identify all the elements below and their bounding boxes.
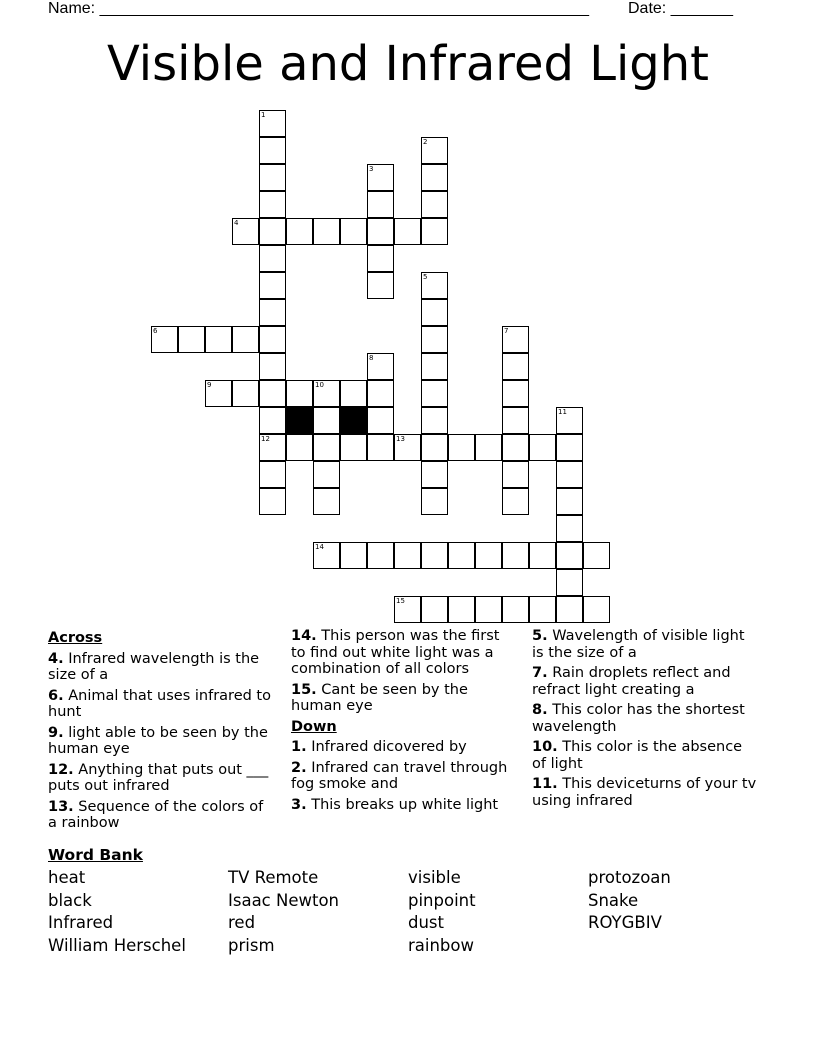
across-clue-14: 14. This person was the first to find out white light was a combination of all colors	[291, 628, 500, 677]
grid-cell[interactable]	[583, 596, 610, 623]
grid-cell[interactable]	[259, 353, 286, 380]
black-cell	[340, 407, 367, 434]
grid-cell[interactable]	[475, 434, 502, 461]
word-bank-item: heat	[48, 868, 86, 887]
grid-cell[interactable]	[259, 407, 286, 434]
grid-cell[interactable]	[259, 299, 286, 326]
grid-cell[interactable]	[367, 542, 394, 569]
grid-cell[interactable]	[313, 407, 340, 434]
word-bank-title: Word Bank	[48, 846, 143, 864]
grid-cell[interactable]	[556, 407, 583, 434]
across-heading: Across	[48, 630, 103, 646]
grid-cell[interactable]	[367, 353, 394, 380]
down-clue-7: 7. Rain droplets reflect and refract light creating a	[532, 665, 731, 698]
grid-cell[interactable]	[367, 272, 394, 299]
clue-number: 3	[369, 165, 374, 173]
grid-cell[interactable]	[286, 434, 313, 461]
clue-number: 9	[207, 381, 212, 389]
grid-cell[interactable]	[556, 569, 583, 596]
grid-cell[interactable]	[259, 191, 286, 218]
grid-cell[interactable]	[394, 542, 421, 569]
grid-cell[interactable]	[367, 245, 394, 272]
grid-cell[interactable]	[421, 596, 448, 623]
down-clue-10: 10. This color is the absence of light	[532, 739, 743, 772]
grid-cell[interactable]	[475, 542, 502, 569]
across-clue-13: 13. Sequence of the colors of a rainbow	[48, 798, 264, 831]
word-bank-item: Snake	[588, 891, 639, 910]
word-bank-item: Isaac Newton	[228, 891, 340, 910]
grid-cell[interactable]	[556, 434, 583, 461]
grid-cell[interactable]	[367, 218, 394, 245]
across-clue-9: 9. light able to be seen by the human eye	[48, 724, 268, 757]
black-cell	[286, 407, 313, 434]
clue-number: 15	[396, 597, 405, 605]
word-bank-item: TV Remote	[228, 868, 319, 887]
grid-cell[interactable]	[394, 434, 421, 461]
grid-cell[interactable]	[421, 434, 448, 461]
grid-cell[interactable]	[421, 488, 448, 515]
clue-number: 13	[396, 435, 405, 443]
grid-cell[interactable]	[421, 461, 448, 488]
grid-cell[interactable]	[583, 542, 610, 569]
grid-cell[interactable]	[475, 596, 502, 623]
grid-cell[interactable]	[232, 326, 259, 353]
grid-cell[interactable]	[421, 299, 448, 326]
down-clue-1: 1. Infrared dicovered by	[291, 739, 467, 755]
grid-cell[interactable]	[286, 380, 313, 407]
grid-cell[interactable]	[259, 110, 286, 137]
grid-cell[interactable]	[421, 380, 448, 407]
grid-cell[interactable]	[205, 326, 232, 353]
down-clue-8: 8. This color has the shortest wavelength	[532, 702, 745, 735]
grid-cell[interactable]	[502, 461, 529, 488]
grid-cell[interactable]	[259, 434, 286, 461]
down-clue-3: 3. This breaks up white light	[291, 796, 499, 813]
grid-cell[interactable]	[421, 272, 448, 299]
grid-cell[interactable]	[259, 326, 286, 353]
grid-cell[interactable]	[259, 461, 286, 488]
down-heading: Down	[291, 718, 337, 735]
word-bank-item: Infrared	[48, 913, 114, 932]
clue-number: 1	[261, 111, 266, 119]
grid-cell[interactable]	[502, 407, 529, 434]
grid-cell[interactable]	[313, 380, 340, 407]
grid-cell[interactable]	[502, 353, 529, 380]
grid-cell[interactable]	[232, 218, 259, 245]
across-clue-12: 12. Anything that puts out ___ puts out infrared	[48, 761, 269, 794]
grid-cell[interactable]	[367, 434, 394, 461]
word-bank-item: William Herschel	[48, 936, 186, 955]
grid-cell[interactable]	[421, 353, 448, 380]
word-bank-item: visible	[408, 868, 461, 887]
date-field-label: Date: _______	[628, 0, 733, 17]
grid-cell[interactable]	[151, 326, 178, 353]
word-bank-item: prism	[228, 936, 275, 955]
grid-cell[interactable]	[502, 596, 529, 623]
grid-cell[interactable]	[394, 218, 421, 245]
grid-cell[interactable]	[313, 488, 340, 515]
grid-cell[interactable]	[529, 596, 556, 623]
grid-cell[interactable]	[340, 542, 367, 569]
grid-cell[interactable]	[259, 272, 286, 299]
grid-cell[interactable]	[286, 218, 313, 245]
grid-cell[interactable]	[313, 434, 340, 461]
grid-cell[interactable]	[556, 488, 583, 515]
grid-cell[interactable]	[421, 218, 448, 245]
clues-column-3	[532, 628, 758, 813]
word-bank-item: dust	[408, 913, 444, 932]
page-title: Visible and Infrared Light	[107, 36, 709, 92]
clue-number: 11	[558, 408, 567, 416]
clues-column-2	[291, 628, 513, 817]
grid-cell[interactable]	[313, 461, 340, 488]
grid-cell[interactable]	[259, 164, 286, 191]
grid-cell[interactable]	[340, 434, 367, 461]
grid-cell[interactable]	[502, 542, 529, 569]
grid-cell[interactable]	[394, 596, 421, 623]
grid-cell[interactable]	[259, 488, 286, 515]
across-clue-15: 15. Cant be seen by the human eye	[291, 681, 468, 714]
word-bank-item: rainbow	[408, 936, 474, 955]
grid-cell[interactable]	[448, 434, 475, 461]
grid-cell[interactable]	[259, 218, 286, 245]
clue-number: 12	[261, 435, 270, 443]
grid-cell[interactable]	[421, 326, 448, 353]
clue-number: 7	[504, 327, 509, 335]
grid-cell[interactable]	[556, 596, 583, 623]
grid-cell[interactable]	[448, 596, 475, 623]
clue-number: 8	[369, 354, 374, 362]
grid-cell[interactable]	[367, 380, 394, 407]
grid-cell[interactable]	[421, 407, 448, 434]
grid-cell[interactable]	[529, 542, 556, 569]
grid-cell[interactable]	[502, 380, 529, 407]
clue-number: 2	[423, 138, 428, 146]
grid-cell[interactable]	[259, 380, 286, 407]
across-clue-4: 4. Infrared wavelength is the size of a	[48, 650, 260, 683]
grid-cell[interactable]	[367, 407, 394, 434]
clue-number: 6	[153, 327, 158, 335]
clue-number: 5	[423, 273, 428, 281]
down-clue-5: 5. Wavelength of visible light is the size of a	[532, 628, 745, 661]
grid-cell[interactable]	[421, 164, 448, 191]
word-bank-item: red	[228, 913, 256, 932]
grid-cell[interactable]	[556, 542, 583, 569]
word-bank-item: black	[48, 891, 92, 910]
word-bank-item: protozoan	[588, 868, 671, 887]
grid-cell[interactable]	[205, 380, 232, 407]
grid-cell[interactable]	[367, 191, 394, 218]
grid-cell[interactable]	[448, 542, 475, 569]
word-bank-item: pinpoint	[408, 891, 476, 910]
name-field-label: Name: _______________________________________________________	[48, 0, 589, 17]
grid-cell[interactable]	[313, 542, 340, 569]
grid-cell[interactable]	[421, 137, 448, 164]
clues-column-1	[48, 628, 273, 836]
word-bank-item: ROYGBIV	[588, 913, 662, 932]
grid-cell[interactable]	[232, 380, 259, 407]
grid-cell[interactable]	[421, 542, 448, 569]
grid-cell[interactable]	[421, 191, 448, 218]
down-clue-11: 11. This deviceturns of your tv using infrared	[532, 776, 757, 809]
grid-cell[interactable]	[502, 434, 529, 461]
grid-cell[interactable]	[367, 164, 394, 191]
grid-cell[interactable]	[340, 380, 367, 407]
grid-cell[interactable]	[502, 326, 529, 353]
down-clue-2: 2. Infrared can travel through fog smoke and	[291, 759, 508, 792]
grid-cell[interactable]	[529, 434, 556, 461]
across-clue-6: 6. Animal that uses infrared to hunt	[48, 687, 271, 720]
clue-number: 4	[234, 219, 239, 227]
grid-cell[interactable]	[340, 218, 367, 245]
grid-cell[interactable]	[502, 488, 529, 515]
clue-number: 14	[315, 543, 324, 551]
clue-number: 10	[315, 381, 324, 389]
grid-cell[interactable]	[178, 326, 205, 353]
grid-cell[interactable]	[259, 137, 286, 164]
grid-cell[interactable]	[313, 218, 340, 245]
grid-cell[interactable]	[556, 515, 583, 542]
grid-cell[interactable]	[556, 461, 583, 488]
grid-cell[interactable]	[259, 245, 286, 272]
